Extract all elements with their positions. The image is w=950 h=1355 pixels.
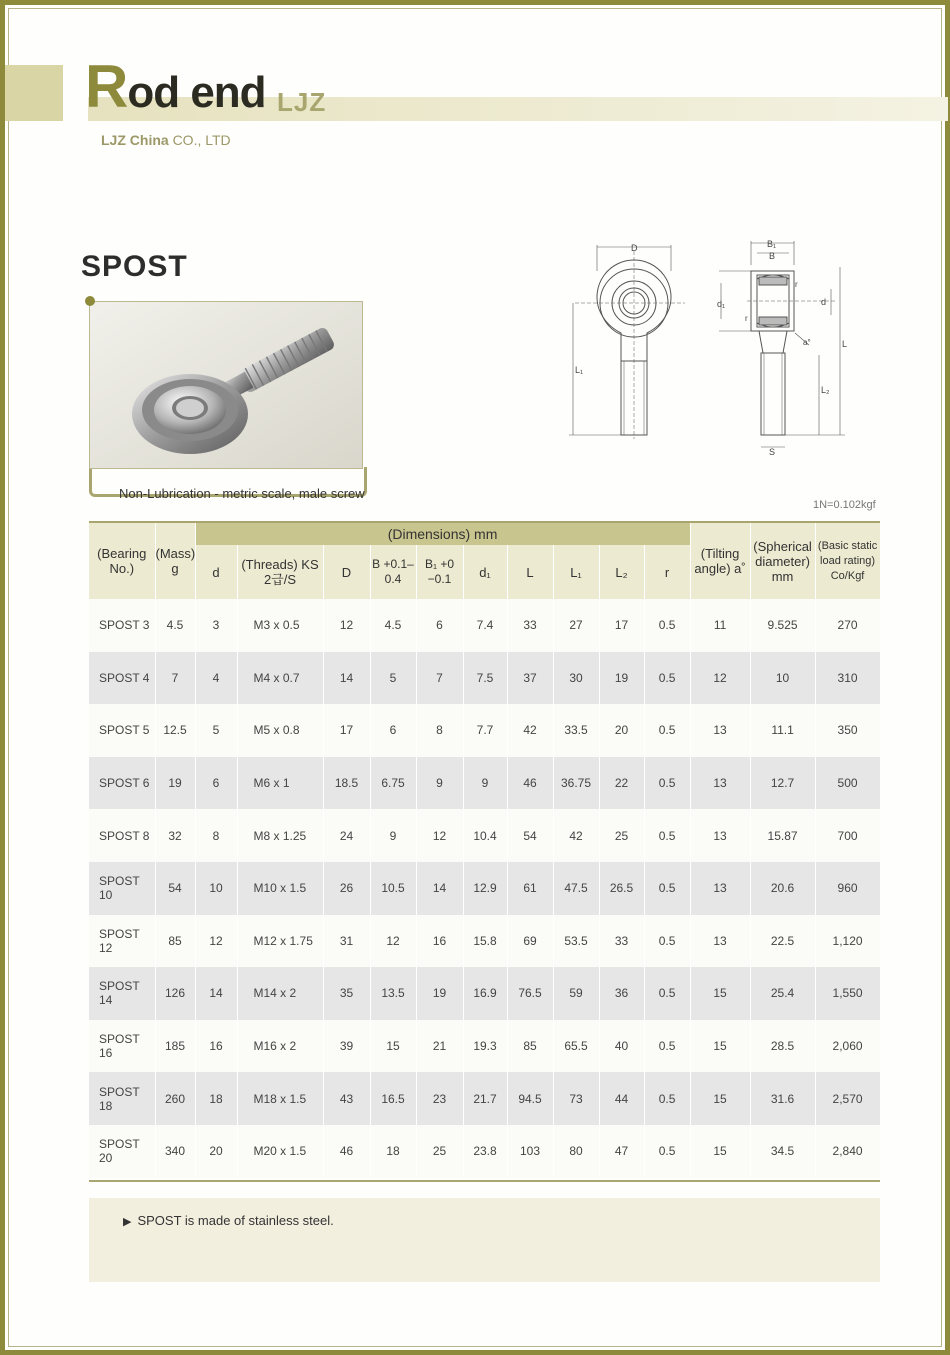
table-cell: 36 (599, 967, 644, 1020)
table-cell: 103 (507, 1125, 553, 1178)
table-cell: 12 (416, 809, 463, 862)
drawing-label-d: d (821, 297, 827, 307)
table-cell: 16.9 (463, 967, 507, 1020)
table-cell: 25.4 (750, 967, 815, 1020)
table-cell: 21.7 (463, 1072, 507, 1125)
header-B1: B₁ +0 −0.1 (416, 545, 463, 599)
company-brand: LJZ China (101, 132, 169, 148)
table-cell: 94.5 (507, 1072, 553, 1125)
side-view-drawing (705, 235, 855, 459)
table-cell: SPOST 20 (89, 1125, 155, 1178)
header-B: B +0.1– 0.4 (370, 545, 416, 599)
table-row (89, 1125, 880, 1178)
table-cell: 2,840 (815, 1125, 880, 1178)
header-L2: L₂ (599, 545, 644, 599)
table-cell: 26 (323, 862, 370, 915)
table-cell: 47.5 (553, 862, 599, 915)
drawing-label-S: S (769, 447, 776, 457)
table-cell: 10.4 (463, 809, 507, 862)
table-cell: SPOST 16 (89, 1020, 155, 1073)
table-cell: 0.5 (644, 652, 690, 705)
photo-bullet (85, 296, 95, 306)
table-cell: 270 (815, 599, 880, 652)
table-row (89, 704, 880, 757)
table-cell: 7 (155, 652, 195, 705)
table-cell: 54 (507, 809, 553, 862)
table-row (89, 967, 880, 1020)
table-bottom-rule (89, 1180, 880, 1182)
table-cell: 44 (599, 1072, 644, 1125)
table-cell: 34.5 (750, 1125, 815, 1178)
note (123, 1213, 334, 1228)
table-cell: 22.5 (750, 915, 815, 968)
table-row (89, 757, 880, 810)
table-cell: 340 (155, 1125, 195, 1178)
table-cell: 30 (553, 652, 599, 705)
table-cell: 10 (750, 652, 815, 705)
title-accent-band (5, 65, 63, 121)
table-cell: 3 (195, 599, 237, 652)
table-cell: 12 (323, 599, 370, 652)
table-cell: 19 (416, 967, 463, 1020)
drawing-label-r-bottom: r (745, 314, 748, 323)
table-cell: 9 (416, 757, 463, 810)
table-cell: 7 (416, 652, 463, 705)
drawing-label-L2: L₂ (821, 385, 830, 395)
table-cell: 46 (323, 1125, 370, 1178)
table-cell: M8 x 1.25 (237, 809, 323, 862)
triangle-bullet-icon: ▶ (123, 1216, 132, 1228)
table-cell: 43 (323, 1072, 370, 1125)
table-cell: 6 (416, 599, 463, 652)
note-box (89, 1198, 880, 1282)
table-cell: 0.5 (644, 1125, 690, 1178)
table-row (89, 809, 880, 862)
spec-table-body (89, 599, 880, 1178)
table-cell: 14 (323, 652, 370, 705)
table-cell: 15 (690, 1072, 750, 1125)
header-dimensions-group: (Dimensions) mm (195, 523, 690, 545)
table-cell: 42 (553, 809, 599, 862)
rod-end-photo (90, 302, 362, 468)
table-cell: 310 (815, 652, 880, 705)
table-row (89, 1020, 880, 1073)
table-cell: 6.75 (370, 757, 416, 810)
unit-note: 1N=0.102kgf (813, 499, 876, 511)
table-cell: 6 (195, 757, 237, 810)
table-cell: 700 (815, 809, 880, 862)
table-cell: 20.6 (750, 862, 815, 915)
table-cell: 20 (195, 1125, 237, 1178)
table-cell: 9 (370, 809, 416, 862)
table-cell: 10 (195, 862, 237, 915)
table-cell: 2,570 (815, 1072, 880, 1125)
table-cell: 8 (195, 809, 237, 862)
table-cell: 80 (553, 1125, 599, 1178)
drawing-label-B1: B₁ (767, 239, 777, 249)
table-cell: 17 (323, 704, 370, 757)
table-cell: 54 (155, 862, 195, 915)
table-cell: 76.5 (507, 967, 553, 1020)
header-d: d (195, 545, 237, 599)
table-cell: 7.7 (463, 704, 507, 757)
table-cell: 260 (155, 1072, 195, 1125)
table-cell: 85 (155, 915, 195, 968)
table-cell: 0.5 (644, 757, 690, 810)
table-cell: 0.5 (644, 809, 690, 862)
table-cell: SPOST 10 (89, 862, 155, 915)
note-text: SPOST is made of stainless steel. (137, 1213, 334, 1228)
product-title: SPOST (81, 250, 188, 283)
product-photo (89, 301, 363, 469)
table-cell: 32 (155, 809, 195, 862)
table-cell: 0.5 (644, 915, 690, 968)
table-cell: M5 x 0.8 (237, 704, 323, 757)
header-mass: (Mass) g (155, 523, 195, 599)
drawing-label-r-top: r (795, 280, 798, 289)
table-cell: SPOST 5 (89, 704, 155, 757)
table-cell: 28.5 (750, 1020, 815, 1073)
header-r: r (644, 545, 690, 599)
page-title (85, 53, 266, 123)
table-cell: 12 (690, 652, 750, 705)
drawing-label-d1: d₁ (717, 299, 726, 309)
header-spherical-diameter: (Spherical diameter) mm (750, 523, 815, 599)
drawing-label-L: L (842, 339, 848, 349)
table-cell: 19 (599, 652, 644, 705)
table-cell: 35 (323, 967, 370, 1020)
table-cell: 10.5 (370, 862, 416, 915)
table-cell: 33 (599, 915, 644, 968)
table-cell: 0.5 (644, 599, 690, 652)
table-cell: M3 x 0.5 (237, 599, 323, 652)
table-cell: 37 (507, 652, 553, 705)
title-brand: LJZ (277, 87, 327, 117)
company-suffix: CO., LTD (172, 132, 231, 148)
table-cell: 1,550 (815, 967, 880, 1020)
table-cell: 47 (599, 1125, 644, 1178)
table-cell: 14 (416, 862, 463, 915)
table-cell: 8 (416, 704, 463, 757)
header-bearing-no: (Bearing No.) (89, 523, 155, 599)
table-cell: 61 (507, 862, 553, 915)
table-cell: 15.8 (463, 915, 507, 968)
table-cell: M4 x 0.7 (237, 652, 323, 705)
table-cell: 13.5 (370, 967, 416, 1020)
table-cell: M20 x 1.5 (237, 1125, 323, 1178)
table-cell: 18 (195, 1072, 237, 1125)
table-cell: 13 (690, 915, 750, 968)
table-cell: 960 (815, 862, 880, 915)
table-cell: 18.5 (323, 757, 370, 810)
table-cell: 69 (507, 915, 553, 968)
table-cell: 42 (507, 704, 553, 757)
header-L: L (507, 545, 553, 599)
table-cell: 0.5 (644, 1072, 690, 1125)
table-cell: 4.5 (155, 599, 195, 652)
table-cell: 126 (155, 967, 195, 1020)
table-cell: 23.8 (463, 1125, 507, 1178)
table-cell: SPOST 18 (89, 1072, 155, 1125)
drawing-label-B: B (769, 251, 776, 261)
table-cell: 9.525 (750, 599, 815, 652)
table-cell: 31.6 (750, 1072, 815, 1125)
table-cell: 18 (370, 1125, 416, 1178)
table-cell: 21 (416, 1020, 463, 1073)
header-load-rating: (Basic static load rating) Co/Kgf (815, 523, 880, 599)
table-cell: M14 x 2 (237, 967, 323, 1020)
table-cell: 16.5 (370, 1072, 416, 1125)
table-cell: M12 x 1.75 (237, 915, 323, 968)
table-cell: 1,120 (815, 915, 880, 968)
title-initial: R (85, 53, 128, 120)
table-cell: 13 (690, 757, 750, 810)
drawing-label-D: D (631, 243, 638, 253)
table-cell: 13 (690, 809, 750, 862)
table-cell: 0.5 (644, 704, 690, 757)
header-D: D (323, 545, 370, 599)
table-cell: M18 x 1.5 (237, 1072, 323, 1125)
table-cell: 4 (195, 652, 237, 705)
table-cell: 15 (690, 1125, 750, 1178)
table-cell: 23 (416, 1072, 463, 1125)
table-cell: SPOST 14 (89, 967, 155, 1020)
table-cell: SPOST 4 (89, 652, 155, 705)
table-cell: 350 (815, 704, 880, 757)
table-row (89, 652, 880, 705)
table-cell: 26.5 (599, 862, 644, 915)
table-cell: 11.1 (750, 704, 815, 757)
table-cell: 12 (370, 915, 416, 968)
photo-caption: Non-Lubrication - metric scale, male screw (119, 486, 365, 501)
table-cell: 24 (323, 809, 370, 862)
table-cell: 500 (815, 757, 880, 810)
table-cell: 25 (599, 809, 644, 862)
table-cell: 46 (507, 757, 553, 810)
table-row (89, 1072, 880, 1125)
table-cell: 12.5 (155, 704, 195, 757)
header-L1: L₁ (553, 545, 599, 599)
table-cell: 33.5 (553, 704, 599, 757)
table-cell: 15 (690, 967, 750, 1020)
table-cell: 85 (507, 1020, 553, 1073)
spec-table (89, 523, 881, 1178)
table-cell: SPOST 3 (89, 599, 155, 652)
table-cell: 5 (195, 704, 237, 757)
table-cell: 6 (370, 704, 416, 757)
title-rest: od end (127, 68, 266, 117)
table-cell: 0.5 (644, 1020, 690, 1073)
table-cell: 12 (195, 915, 237, 968)
table-cell: 0.5 (644, 967, 690, 1020)
company-name (101, 132, 231, 148)
table-cell: 17 (599, 599, 644, 652)
table-row (89, 915, 880, 968)
table-row (89, 862, 880, 915)
table-cell: M6 x 1 (237, 757, 323, 810)
table-cell: 39 (323, 1020, 370, 1073)
header-d1: d₁ (463, 545, 507, 599)
table-cell: 14 (195, 967, 237, 1020)
front-view-drawing (565, 241, 690, 441)
table-cell: 59 (553, 967, 599, 1020)
table-cell: 33 (507, 599, 553, 652)
table-cell: 27 (553, 599, 599, 652)
table-cell: 11 (690, 599, 750, 652)
drawing-label-L1: L₁ (575, 365, 584, 375)
table-cell: 4.5 (370, 599, 416, 652)
table-cell: 53.5 (553, 915, 599, 968)
table-cell: 7.5 (463, 652, 507, 705)
table-cell: 15 (690, 1020, 750, 1073)
table-cell: 16 (195, 1020, 237, 1073)
table-cell: 22 (599, 757, 644, 810)
table-cell: 73 (553, 1072, 599, 1125)
table-cell: 2,060 (815, 1020, 880, 1073)
table-cell: 7.4 (463, 599, 507, 652)
table-cell: SPOST 6 (89, 757, 155, 810)
table-cell: 13 (690, 704, 750, 757)
table-cell: 185 (155, 1020, 195, 1073)
table-cell: 5 (370, 652, 416, 705)
drawing-label-angle: a° (803, 338, 811, 347)
header-threads: (Threads) KS 2급/S (237, 545, 323, 599)
table-cell: 19 (155, 757, 195, 810)
table-row (89, 599, 880, 652)
table-cell: 31 (323, 915, 370, 968)
table-cell: 13 (690, 862, 750, 915)
table-cell: 36.75 (553, 757, 599, 810)
table-cell: 19.3 (463, 1020, 507, 1073)
table-cell: 15 (370, 1020, 416, 1073)
table-cell: 25 (416, 1125, 463, 1178)
table-cell: 40 (599, 1020, 644, 1073)
table-cell: 16 (416, 915, 463, 968)
table-cell: 0.5 (644, 862, 690, 915)
table-cell: 12.9 (463, 862, 507, 915)
table-cell: 20 (599, 704, 644, 757)
table-cell: M10 x 1.5 (237, 862, 323, 915)
header-tilting-angle: (Tilting angle) a˚ (690, 523, 750, 599)
table-cell: SPOST 8 (89, 809, 155, 862)
table-cell: 65.5 (553, 1020, 599, 1073)
table-cell: 12.7 (750, 757, 815, 810)
table-cell: SPOST 12 (89, 915, 155, 968)
table-cell: 9 (463, 757, 507, 810)
table-cell: 15.87 (750, 809, 815, 862)
table-cell: M16 x 2 (237, 1020, 323, 1073)
